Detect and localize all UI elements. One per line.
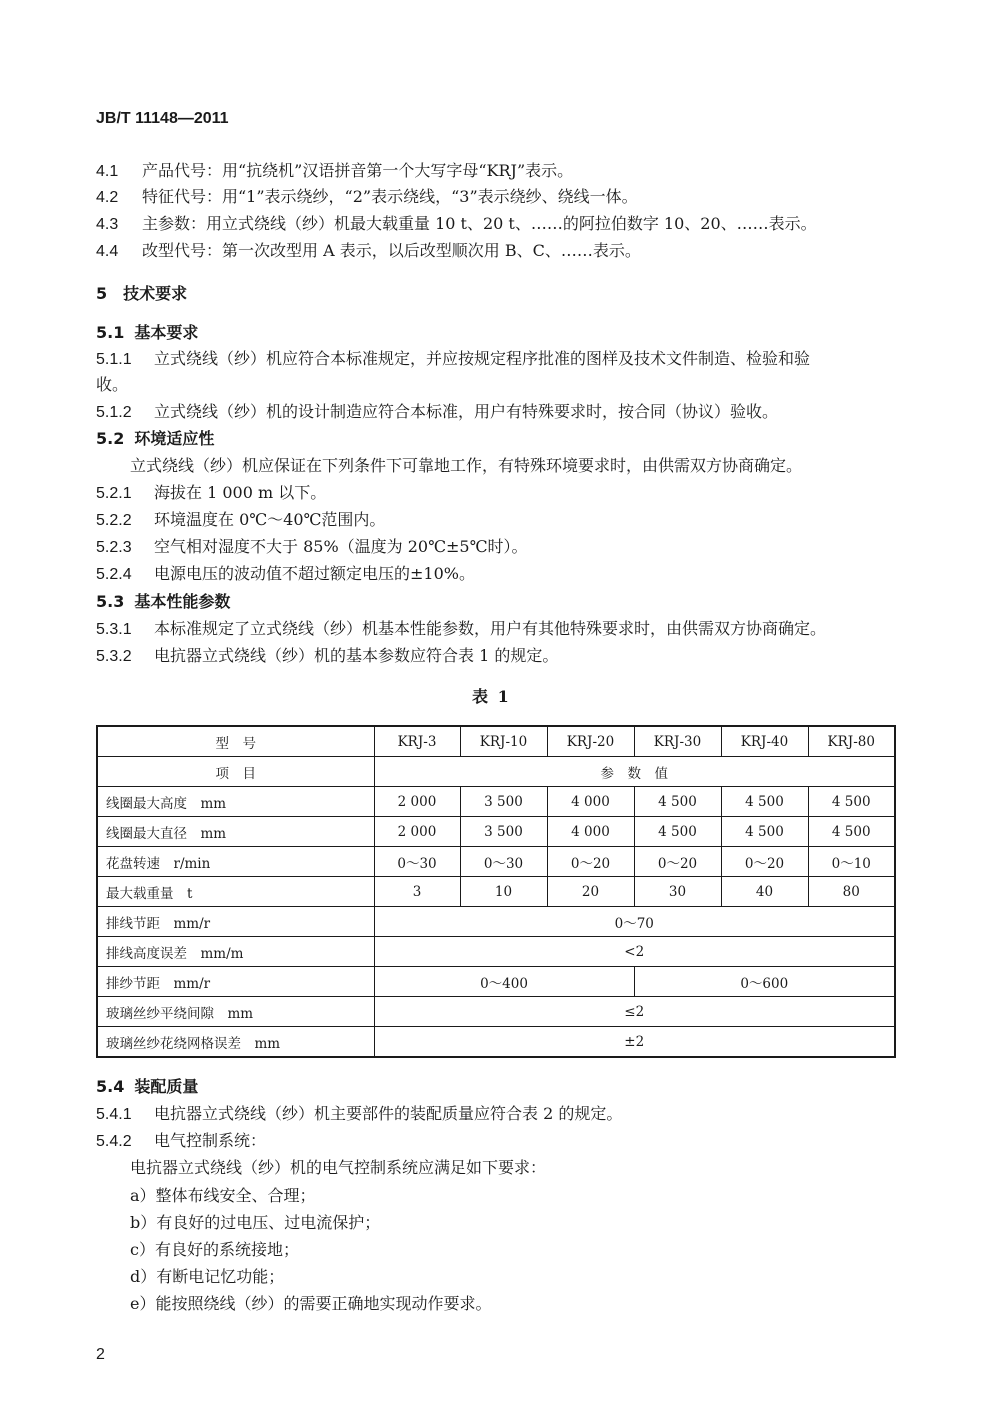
clause-5-4-1 — [96, 1103, 622, 1126]
clause-text: 改型代号：第一次改型用 A 表示，以后改型顺次用 B、C、……表示。 — [142, 241, 641, 260]
table-cell: 4 500 — [808, 817, 895, 847]
section-title: 装配质量 — [134, 1077, 199, 1096]
section-5-2-heading — [96, 428, 214, 450]
section-number: 5.3 — [96, 592, 125, 611]
clause-5-1-2 — [96, 401, 778, 424]
clause-text: 电源电压的波动值不超过额定电压的±10%。 — [154, 564, 475, 583]
table-cell: 0～30 — [374, 847, 460, 877]
clause-text: 电气控制系统： — [154, 1131, 267, 1150]
table-cell: 20 — [547, 877, 634, 907]
table-row — [97, 997, 895, 1027]
table-cell: 2 000 — [374, 817, 460, 847]
clause-5-2-1 — [96, 482, 326, 505]
parameter-table — [96, 725, 896, 1058]
table-title: 表 1 — [472, 687, 511, 706]
page-number: 2 — [96, 1346, 105, 1363]
clause-4-3 — [96, 213, 817, 236]
clause-5-4-2-intro: 电抗器立式绕线（纱）机的电气控制系统应满足如下要求： — [130, 1158, 547, 1177]
clause-4-1 — [96, 160, 573, 183]
list-item: e）能按照绕线（纱）的需要正确地实现动作要求。 — [130, 1294, 492, 1313]
clause-number: 4.4 — [96, 243, 119, 260]
clause-5-1-1 — [96, 348, 810, 371]
table-row — [97, 877, 895, 907]
table-cell: 40 — [721, 877, 808, 907]
clause-4-4 — [96, 240, 641, 263]
standard-number: JB/T 11148—2011 — [96, 110, 229, 127]
section-title: 基本要求 — [134, 323, 199, 342]
list-item: a）整体布线安全、合理； — [130, 1186, 316, 1205]
row-label: 排线高度误差 mm/m — [97, 937, 374, 967]
header-cell: KRJ-10 — [460, 726, 547, 757]
table-cell: 80 — [808, 877, 895, 907]
table-cell: 30 — [634, 877, 721, 907]
clause-number: 5.1.2 — [96, 404, 132, 421]
table-row — [97, 787, 895, 817]
row-label: 线圈最大直径 mm — [97, 817, 374, 847]
header-cell-item: 项 目 — [97, 757, 374, 787]
clause-text: 特征代号：用“1”表示绕纱，“2”表示绕线，“3”表示绕纱、绕线一体。 — [142, 187, 638, 206]
section-title: 基本性能参数 — [134, 592, 231, 611]
clause-text: 本标准规定了立式绕线（纱）机基本性能参数，用户有其他特殊要求时，由供需双方协商确定。 — [154, 619, 827, 638]
clause-number: 5.1.1 — [96, 351, 132, 368]
table-row — [97, 817, 895, 847]
clause-text: 立式绕线（纱）机应符合本标准规定，并应按规定程序批准的图样及技术文件制造、检验和验 — [154, 349, 811, 368]
clause-number: 5.2.1 — [96, 485, 132, 502]
header-cell: KRJ-40 — [721, 726, 808, 757]
row-label: 最大载重量 t — [97, 877, 374, 907]
clause-text: 环境温度在 0℃～40℃范围内。 — [154, 510, 386, 529]
table-cell: <2 — [374, 937, 895, 967]
header-cell: KRJ-80 — [808, 726, 895, 757]
clause-text: 产品代号：用“抗绕机”汉语拼音第一个大写字母“KRJ”表示。 — [142, 161, 574, 180]
clause-text: 电抗器立式绕线（纱）机主要部件的装配质量应符合表 2 的规定。 — [154, 1104, 623, 1123]
clause-text: 电抗器立式绕线（纱）机的基本参数应符合表 1 的规定。 — [154, 646, 559, 665]
table-row — [97, 967, 895, 997]
table-cell: 0～10 — [808, 847, 895, 877]
table-cell: 4 000 — [547, 817, 634, 847]
clause-number: 5.3.1 — [96, 621, 132, 638]
clause-5-2-2 — [96, 509, 385, 532]
clause-5-2-4 — [96, 563, 475, 586]
list-item: c）有良好的系统接地； — [130, 1240, 299, 1259]
table-cell: 0～70 — [374, 907, 895, 937]
table-cell: 0～20 — [721, 847, 808, 877]
table-cell: 4 500 — [634, 787, 721, 817]
row-label: 玻璃丝纱花绕网格误差 mm — [97, 1027, 374, 1058]
section-number: 5.1 — [96, 323, 125, 342]
table-header-row — [97, 726, 895, 757]
section-5-heading — [96, 283, 187, 305]
header-cell: KRJ-20 — [547, 726, 634, 757]
table-cell: 4 500 — [721, 787, 808, 817]
clause-5-4-2 — [96, 1130, 266, 1153]
section-title: 环境适应性 — [134, 429, 215, 448]
table-row — [97, 1027, 895, 1058]
header-cell: KRJ-30 — [634, 726, 721, 757]
clause-5-3-2 — [96, 645, 558, 668]
clause-number: 5.4.2 — [96, 1133, 132, 1150]
row-label: 排线节距 mm/r — [97, 907, 374, 937]
clause-text: 立式绕线（纱）机的设计制造应符合本标准，用户有特殊要求时，按合同（协议）验收。 — [154, 402, 779, 421]
table-row — [97, 907, 895, 937]
row-label: 花盘转速 r/min — [97, 847, 374, 877]
header-cell-model: 型 号 — [97, 726, 374, 757]
row-label: 排纱节距 mm/r — [97, 967, 374, 997]
section-number: 5 — [96, 284, 108, 303]
table-cell: 0～20 — [547, 847, 634, 877]
table-cell: 0～400 — [374, 967, 634, 997]
table-cell: 3 — [374, 877, 460, 907]
clause-number: 5.2.4 — [96, 566, 132, 583]
clause-5-3-1 — [96, 618, 826, 641]
table-cell: 3 500 — [460, 817, 547, 847]
section-number: 5.4 — [96, 1077, 125, 1096]
section-number: 5.2 — [96, 429, 125, 448]
clause-text: 海拔在 1 000 m 以下。 — [154, 483, 327, 502]
table-cell: ±2 — [374, 1027, 895, 1058]
clause-number: 4.2 — [96, 189, 119, 206]
clause-number: 4.1 — [96, 163, 119, 180]
list-item: d）有断电记忆功能； — [130, 1267, 285, 1286]
table-cell: 3 500 — [460, 787, 547, 817]
clause-5-1-1-continued: 收。 — [96, 375, 129, 394]
table-row — [97, 847, 895, 877]
table-subheader-row — [97, 757, 895, 787]
clause-4-2 — [96, 186, 638, 209]
clause-5-2-3 — [96, 536, 527, 559]
clause-number: 5.2.2 — [96, 512, 132, 529]
table-cell: 0～600 — [634, 967, 895, 997]
list-item: b）有良好的过电压、过电流保护； — [130, 1213, 381, 1232]
section-5-4-heading — [96, 1076, 198, 1098]
table-cell: ≤2 — [374, 997, 895, 1027]
header-cell-values: 参 数 值 — [374, 757, 895, 787]
table-row — [97, 937, 895, 967]
section-5-2-intro: 立式绕线（纱）机应保证在下列条件下可靠地工作，有特殊环境要求时，由供需双方协商确定。 — [130, 456, 803, 475]
table-cell: 0～20 — [634, 847, 721, 877]
clause-number: 5.4.1 — [96, 1106, 132, 1123]
header-cell: KRJ-3 — [374, 726, 460, 757]
clause-number: 5.3.2 — [96, 648, 132, 665]
row-label: 线圈最大高度 mm — [97, 787, 374, 817]
section-title: 技术要求 — [123, 284, 188, 303]
clause-number: 4.3 — [96, 216, 119, 233]
table-cell: 10 — [460, 877, 547, 907]
table-cell: 4 500 — [808, 787, 895, 817]
table-cell: 2 000 — [374, 787, 460, 817]
clause-number: 5.2.3 — [96, 539, 132, 556]
section-5-1-heading — [96, 322, 198, 344]
section-5-3-heading — [96, 591, 230, 613]
clause-text: 主参数：用立式绕线（纱）机最大载重量 10 t、20 t、……的阿拉伯数字 10、20、……表示。 — [142, 214, 817, 233]
row-label: 玻璃丝纱平绕间隙 mm — [97, 997, 374, 1027]
table-cell: 4 500 — [634, 817, 721, 847]
table-cell: 4 500 — [721, 817, 808, 847]
clause-text: 空气相对湿度不大于 85%（温度为 20℃±5℃时）。 — [154, 537, 528, 556]
table-cell: 0～30 — [460, 847, 547, 877]
table-cell: 4 000 — [547, 787, 634, 817]
